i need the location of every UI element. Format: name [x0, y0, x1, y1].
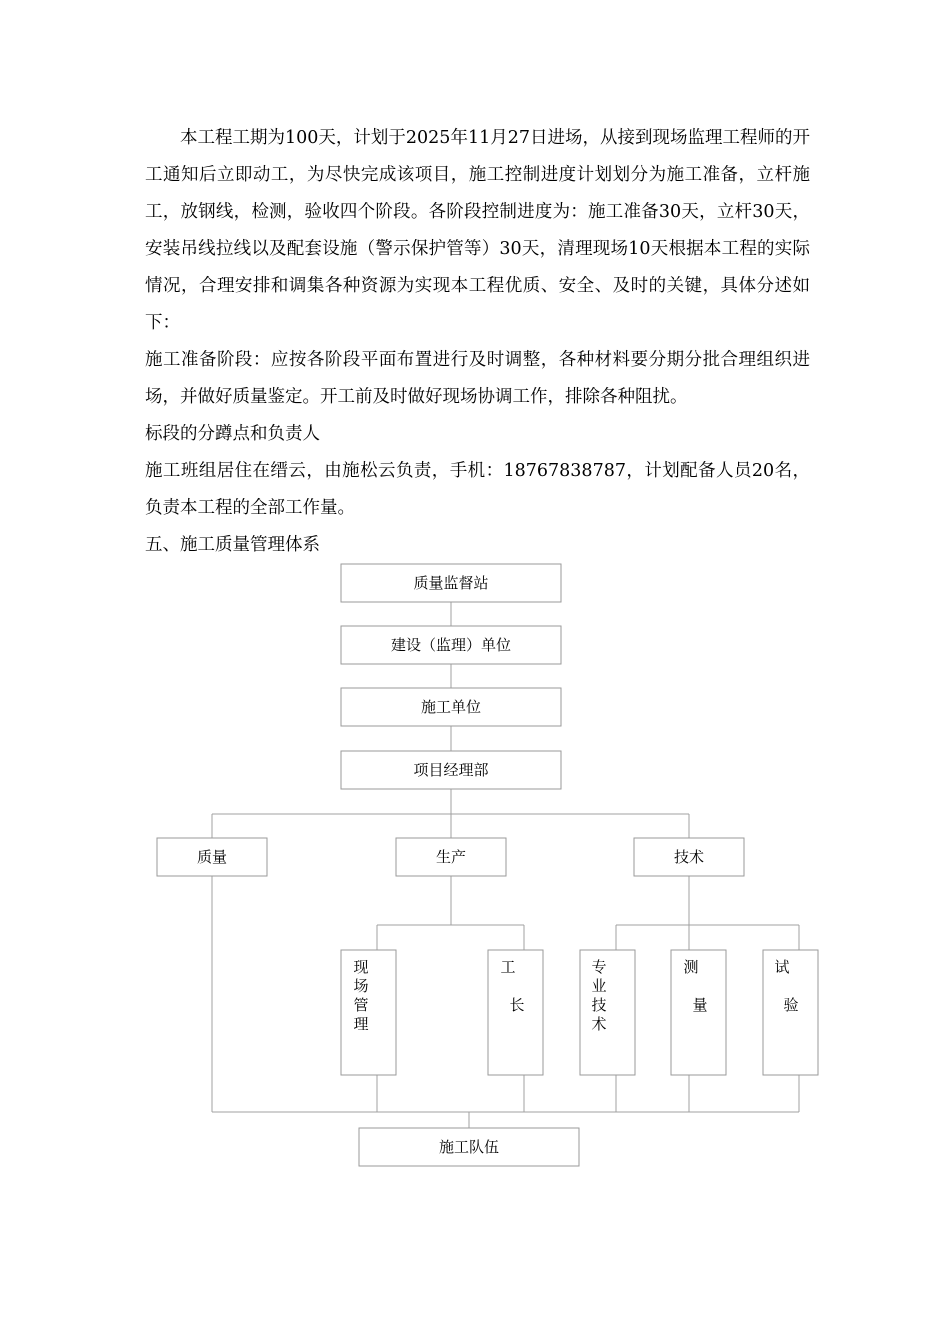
node-label-char: 理	[353, 1015, 369, 1033]
node-label: 质量监督站	[413, 574, 489, 592]
node-label-char: 术	[591, 1015, 607, 1033]
node-label-char: 测	[683, 958, 699, 976]
node-label-char: 场	[353, 977, 369, 995]
node-label-char: 技	[591, 996, 607, 1014]
node-label: 质量	[196, 848, 228, 866]
node-foreman	[488, 950, 543, 1075]
paragraph-preparation: 施工准备阶段：应按各阶段平面布置进行及时调整，各种材料要分期分批合理组织进场，并做好质量鉴定。开工前及时做好现场协调工作，排除各种阻扰。	[145, 350, 810, 407]
node-label: 建设（监理）单位	[390, 636, 512, 654]
node-label-char: 验	[783, 996, 799, 1014]
node-quality	[157, 838, 267, 876]
node-label: 施工队伍	[438, 1138, 500, 1156]
node-label-char: 工	[500, 958, 516, 976]
node-label-char: 量	[692, 996, 708, 1014]
paragraph-team: 施工班组居住在缙云，由施松云负责，手机：18767838787，计划配备人员20名，负责本工程的全部工作量。	[145, 461, 810, 518]
node-technology	[634, 838, 744, 876]
node-contractor	[341, 688, 561, 726]
node-label-char: 试	[774, 958, 790, 976]
node-label: 技术	[673, 848, 705, 866]
node-label-char: 现	[353, 958, 369, 976]
node-survey	[671, 950, 726, 1075]
node-construction-team	[359, 1128, 579, 1166]
paragraph-schedule: 本工程工期为100天，计划于2025年11月27日进场，从接到现场监理工程师的开工通知后立即动工，为尽快完成该项目，施工控制进度计划划分为施工准备，立杆施工，放钢线，检测，验收四个阶段。各阶段控制进度为：施工准备30天，立杆30天，安装吊线拉线以及配套设施（警示保护管等）30天，清理现场10天根据本工程的实际情况，合理安排和调集各种资源为实现本工程优质、安全、及时的关键，具体分述如下：	[145, 128, 810, 333]
node-label-char: 专	[591, 958, 607, 976]
node-specialty-tech	[580, 950, 635, 1075]
node-label-char: 业	[591, 977, 607, 995]
node-site-management	[341, 950, 396, 1075]
node-label-char: 管	[353, 996, 369, 1014]
node-testing	[763, 950, 818, 1075]
node-construction-unit	[341, 626, 561, 664]
node-production	[396, 838, 506, 876]
paragraph-chapter-title: 五、施工质量管理体系	[145, 535, 320, 555]
node-supervision-station	[341, 564, 561, 602]
node-label: 施工单位	[420, 698, 482, 716]
paragraph-section-heading: 标段的分蹲点和负责人	[145, 424, 320, 444]
node-project-dept	[341, 751, 561, 789]
node-label-char: 长	[509, 996, 525, 1014]
node-label: 生产	[435, 848, 467, 866]
node-label: 项目经理部	[413, 761, 489, 779]
